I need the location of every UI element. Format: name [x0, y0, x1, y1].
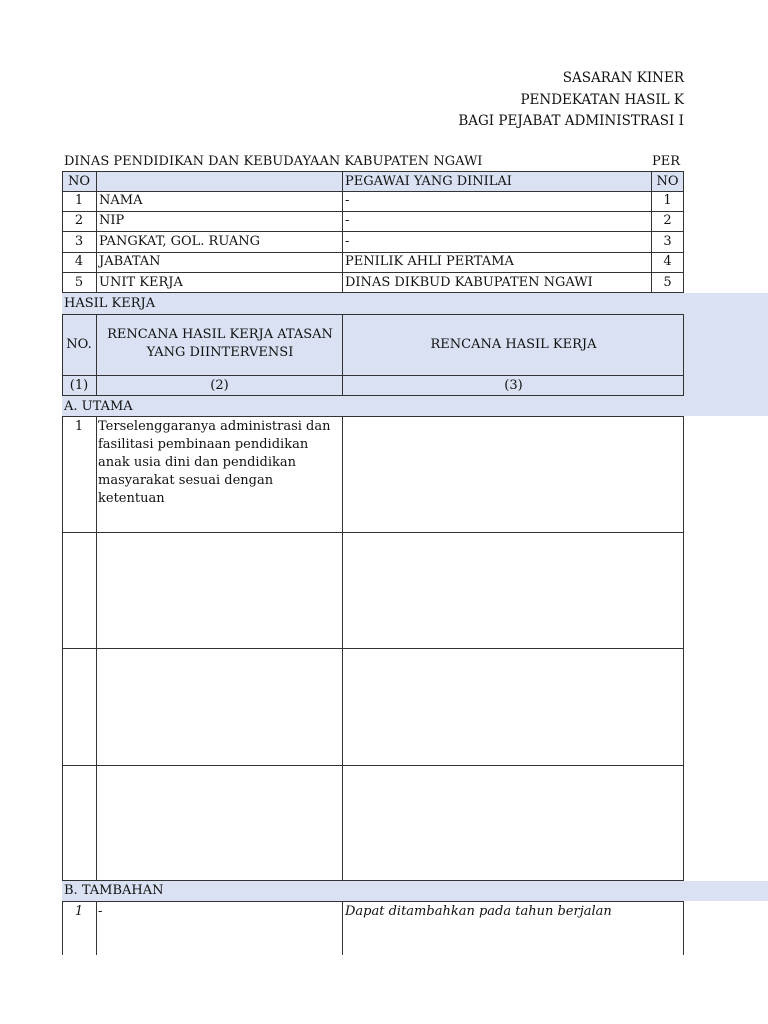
- hasil-kerja-title: HASIL KERJA: [64, 296, 156, 311]
- row-field-jabatan: JABATAN: [99, 254, 161, 269]
- row-no-right: 2: [663, 213, 672, 228]
- col-no-header: NO: [67, 174, 91, 189]
- row-field-unit-kerja: UNIT KERJA: [99, 275, 183, 290]
- row-no-right: 4: [663, 254, 672, 269]
- side-band-top: [684, 293, 768, 416]
- tambahan-row-atasan: -: [98, 904, 103, 919]
- row-no-right: 1: [663, 193, 672, 208]
- hasil-kerja-title-bg: [62, 293, 684, 314]
- row-no: 2: [74, 213, 84, 228]
- doc-title-line2: PENDEKATAN HASIL K: [520, 92, 684, 108]
- col-index-1: (1): [69, 378, 89, 393]
- row-no: 4: [74, 254, 84, 269]
- section-utama-label: A. UTAMA: [64, 399, 133, 414]
- section-utama-bg: [62, 396, 684, 416]
- utama-row-no: 1: [74, 419, 84, 434]
- row-field-nama: NAMA: [99, 193, 143, 208]
- row-value-nama: -: [345, 193, 350, 208]
- row-no-right: 5: [663, 275, 672, 290]
- row-no: 3: [74, 234, 84, 249]
- row-value-pangkat: -: [345, 234, 350, 249]
- tambahan-row-no: 1: [74, 904, 84, 919]
- row-no-right: 3: [663, 234, 672, 249]
- row-value-unit-kerja: DINAS DIKBUD KABUPATEN NGAWI: [345, 275, 593, 290]
- col-atasan-label: RENCANA HASIL KERJA ATASAN YANG DIINTERVENSI: [107, 327, 333, 360]
- period-label: PER: [652, 154, 681, 169]
- col-index-2: (2): [210, 378, 229, 393]
- col-no-label: NO.: [66, 337, 92, 352]
- row-field-nip: NIP: [99, 213, 125, 228]
- row-no: 1: [74, 193, 84, 208]
- row-no: 5: [74, 275, 84, 290]
- col-pegawai-header: PEGAWAI YANG DINILAI: [345, 174, 512, 189]
- utama-row-atasan: Terselenggaranya administrasi dan fasilitasi pembinaan pendidikan anak usia dini dan pendidikan masyarakat sesuai dengan ketentuan: [98, 419, 331, 506]
- tambahan-row-rencana: Dapat ditambahkan pada tahun berjalan: [345, 904, 612, 919]
- doc-title-line3: BAGI PEJABAT ADMINISTRASI I: [458, 113, 684, 129]
- doc-title-line1: SASARAN KINER: [562, 70, 684, 86]
- row-field-pangkat: PANGKAT, GOL. RUANG: [99, 234, 261, 249]
- col-index-3: (3): [504, 378, 523, 393]
- col-no-right-header: NO: [656, 174, 679, 189]
- row-value-jabatan: PENILIK AHLI PERTAMA: [345, 254, 514, 269]
- org-name: DINAS PENDIDIKAN DAN KEBUDAYAAN KABUPATEN NGAWI: [64, 154, 483, 169]
- row-value-nip: -: [345, 213, 350, 228]
- section-tambahan-label: B. TAMBAHAN: [64, 883, 164, 898]
- col-rencana-label: RENCANA HASIL KERJA: [430, 337, 597, 352]
- section-tambahan-bg: [62, 881, 768, 901]
